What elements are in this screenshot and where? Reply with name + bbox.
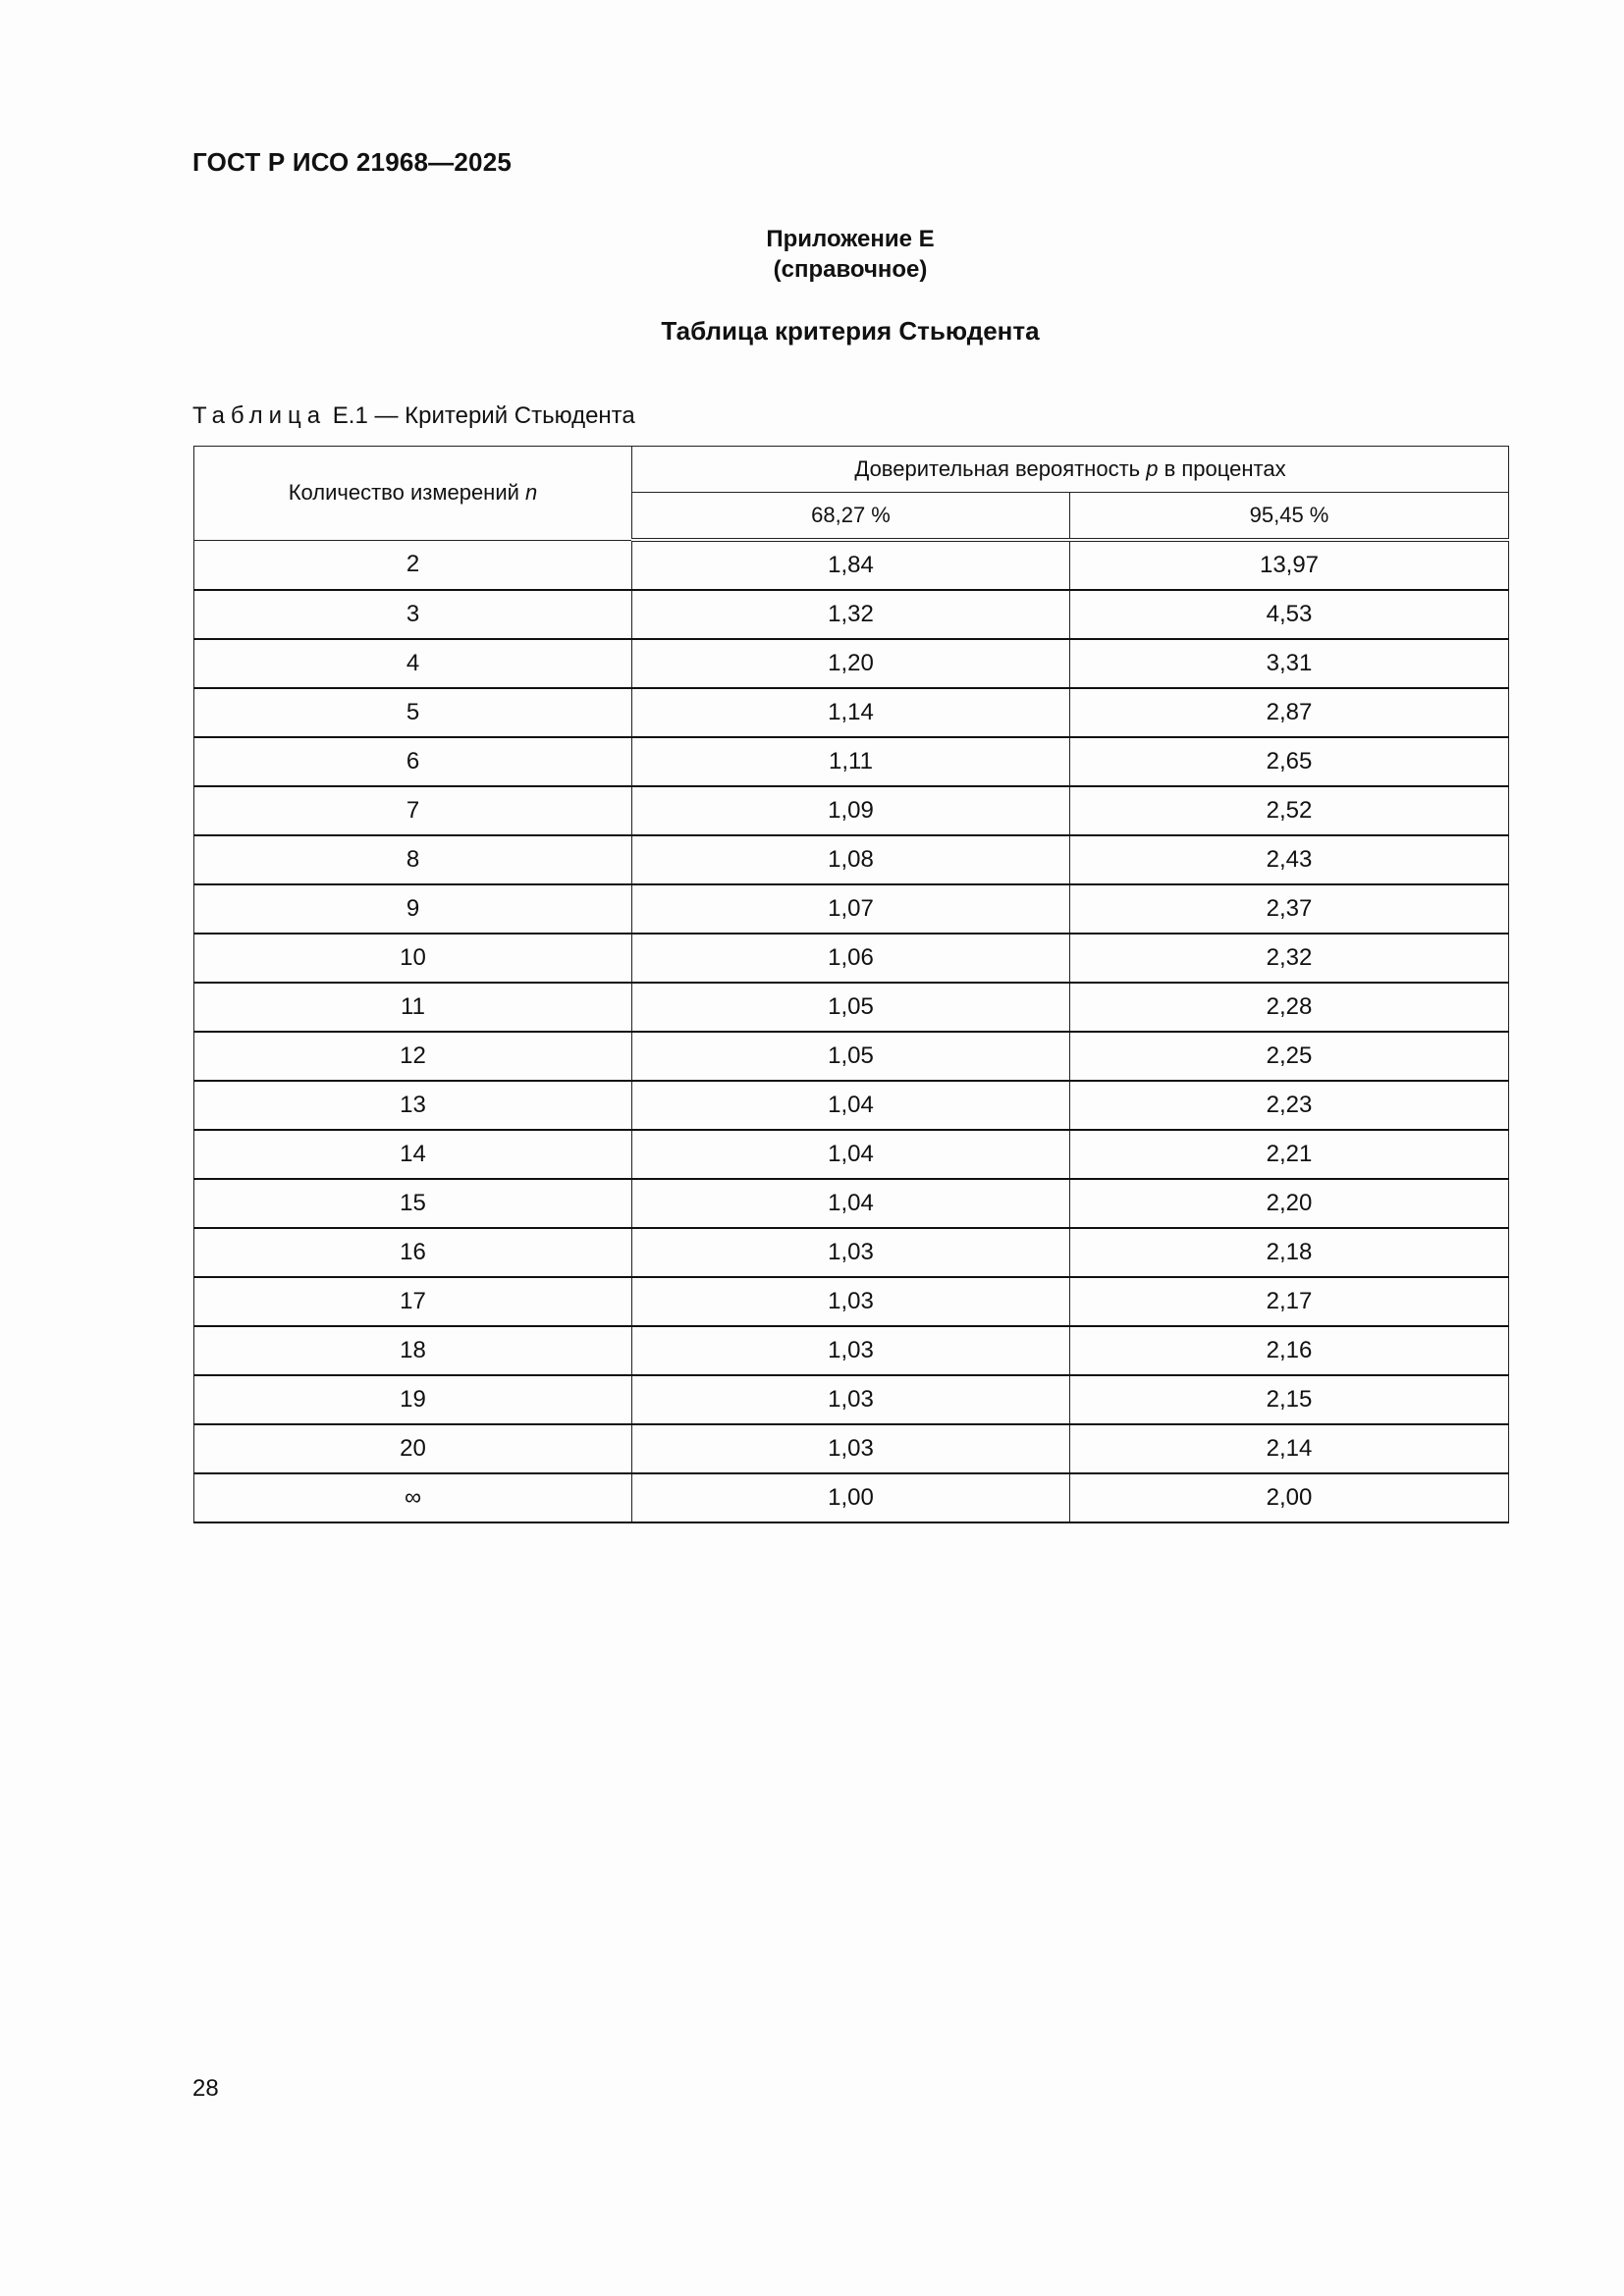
table-caption-text: Е.1 — Критерий Стьюдента <box>326 402 635 429</box>
table-row <box>194 1179 1509 1228</box>
student-criterion-table <box>193 446 1509 1523</box>
cell-value-68: 1,06 <box>632 934 1070 983</box>
cell-value-95: 2,32 <box>1070 934 1509 983</box>
cell-measurement-count: 2 <box>194 540 632 590</box>
table-row <box>194 934 1509 983</box>
header-measurement-count <box>194 447 632 541</box>
cell-value-68: 1,03 <box>632 1228 1070 1277</box>
cell-measurement-count: 3 <box>194 590 632 639</box>
cell-value-68: 1,03 <box>632 1277 1070 1326</box>
cell-value-95: 2,28 <box>1070 983 1509 1032</box>
cell-value-95: 2,52 <box>1070 786 1509 835</box>
cell-value-95: 3,31 <box>1070 639 1509 688</box>
cell-measurement-count: 6 <box>194 737 632 786</box>
table-row <box>194 590 1509 639</box>
cell-value-95: 2,14 <box>1070 1424 1509 1473</box>
cell-value-95: 2,00 <box>1070 1473 1509 1522</box>
header-measurement-count-label: Количество измерений <box>288 480 526 506</box>
cell-measurement-count: 14 <box>194 1130 632 1179</box>
header-confidence-symbol: p <box>1146 456 1159 481</box>
table-row <box>194 540 1509 590</box>
cell-value-68: 1,05 <box>632 1032 1070 1081</box>
cell-value-95: 2,20 <box>1070 1179 1509 1228</box>
cell-measurement-count: 18 <box>194 1326 632 1375</box>
table-row <box>194 786 1509 835</box>
cell-measurement-count: 7 <box>194 786 632 835</box>
cell-value-68: 1,20 <box>632 639 1070 688</box>
header-confidence-group <box>632 447 1509 493</box>
cell-value-95: 2,25 <box>1070 1032 1509 1081</box>
cell-value-68: 1,09 <box>632 786 1070 835</box>
table-row <box>194 1326 1509 1375</box>
table-row <box>194 884 1509 934</box>
cell-value-95: 2,16 <box>1070 1326 1509 1375</box>
cell-value-68: 1,00 <box>632 1473 1070 1522</box>
header-confidence-68: 68,27 % <box>632 493 1070 541</box>
cell-value-95: 4,53 <box>1070 590 1509 639</box>
annex-heading <box>192 224 1508 285</box>
cell-value-95: 13,97 <box>1070 540 1509 590</box>
cell-value-68: 1,11 <box>632 737 1070 786</box>
table-row <box>194 1424 1509 1473</box>
header-measurement-count-symbol: n <box>525 480 538 506</box>
table-row <box>194 1130 1509 1179</box>
cell-value-68: 1,04 <box>632 1081 1070 1130</box>
cell-measurement-count: 20 <box>194 1424 632 1473</box>
cell-measurement-count: ∞ <box>194 1473 632 1522</box>
cell-value-95: 2,17 <box>1070 1277 1509 1326</box>
cell-value-68: 1,08 <box>632 835 1070 884</box>
table-row <box>194 1228 1509 1277</box>
table-row <box>194 1081 1509 1130</box>
document-header: ГОСТ Р ИСО 21968—2025 <box>192 147 513 177</box>
cell-value-95: 2,18 <box>1070 1228 1509 1277</box>
table-caption-prefix: Таблица <box>192 402 327 429</box>
cell-measurement-count: 8 <box>194 835 632 884</box>
table-row <box>194 688 1509 737</box>
table-body <box>194 540 1509 1522</box>
cell-measurement-count: 4 <box>194 639 632 688</box>
page-number: 28 <box>192 2075 219 2102</box>
header-confidence-label-after: в процентах <box>1158 456 1286 481</box>
cell-value-68: 1,03 <box>632 1326 1070 1375</box>
cell-value-68: 1,04 <box>632 1179 1070 1228</box>
cell-value-95: 2,37 <box>1070 884 1509 934</box>
cell-measurement-count: 12 <box>194 1032 632 1081</box>
cell-value-68: 1,32 <box>632 590 1070 639</box>
cell-measurement-count: 16 <box>194 1228 632 1277</box>
cell-value-95: 2,65 <box>1070 737 1509 786</box>
header-confidence-label-before: Доверительная вероятность <box>854 456 1147 481</box>
annex-status: (справочное) <box>773 256 928 283</box>
cell-value-95: 2,87 <box>1070 688 1509 737</box>
cell-measurement-count: 11 <box>194 983 632 1032</box>
table-row <box>194 1473 1509 1522</box>
cell-value-68: 1,05 <box>632 983 1070 1032</box>
cell-measurement-count: 9 <box>194 884 632 934</box>
cell-measurement-count: 15 <box>194 1179 632 1228</box>
table-caption <box>192 402 635 430</box>
cell-value-95: 2,43 <box>1070 835 1509 884</box>
cell-value-95: 2,15 <box>1070 1375 1509 1424</box>
cell-value-68: 1,07 <box>632 884 1070 934</box>
table-row <box>194 983 1509 1032</box>
cell-measurement-count: 13 <box>194 1081 632 1130</box>
annex-label: Приложение Е <box>766 226 935 252</box>
cell-value-95: 2,23 <box>1070 1081 1509 1130</box>
cell-value-68: 1,14 <box>632 688 1070 737</box>
cell-value-68: 1,03 <box>632 1424 1070 1473</box>
table-row <box>194 737 1509 786</box>
cell-measurement-count: 5 <box>194 688 632 737</box>
annex-title: Таблица критерия Стьюдента <box>661 316 1040 346</box>
cell-value-95: 2,21 <box>1070 1130 1509 1179</box>
cell-value-68: 1,84 <box>632 540 1070 590</box>
table-row <box>194 1032 1509 1081</box>
cell-measurement-count: 17 <box>194 1277 632 1326</box>
table-row <box>194 1277 1509 1326</box>
header-confidence-95: 95,45 % <box>1070 493 1509 541</box>
cell-measurement-count: 19 <box>194 1375 632 1424</box>
table-row <box>194 835 1509 884</box>
table-row <box>194 1375 1509 1424</box>
cell-value-68: 1,03 <box>632 1375 1070 1424</box>
cell-value-68: 1,04 <box>632 1130 1070 1179</box>
cell-measurement-count: 10 <box>194 934 632 983</box>
table-row <box>194 639 1509 688</box>
